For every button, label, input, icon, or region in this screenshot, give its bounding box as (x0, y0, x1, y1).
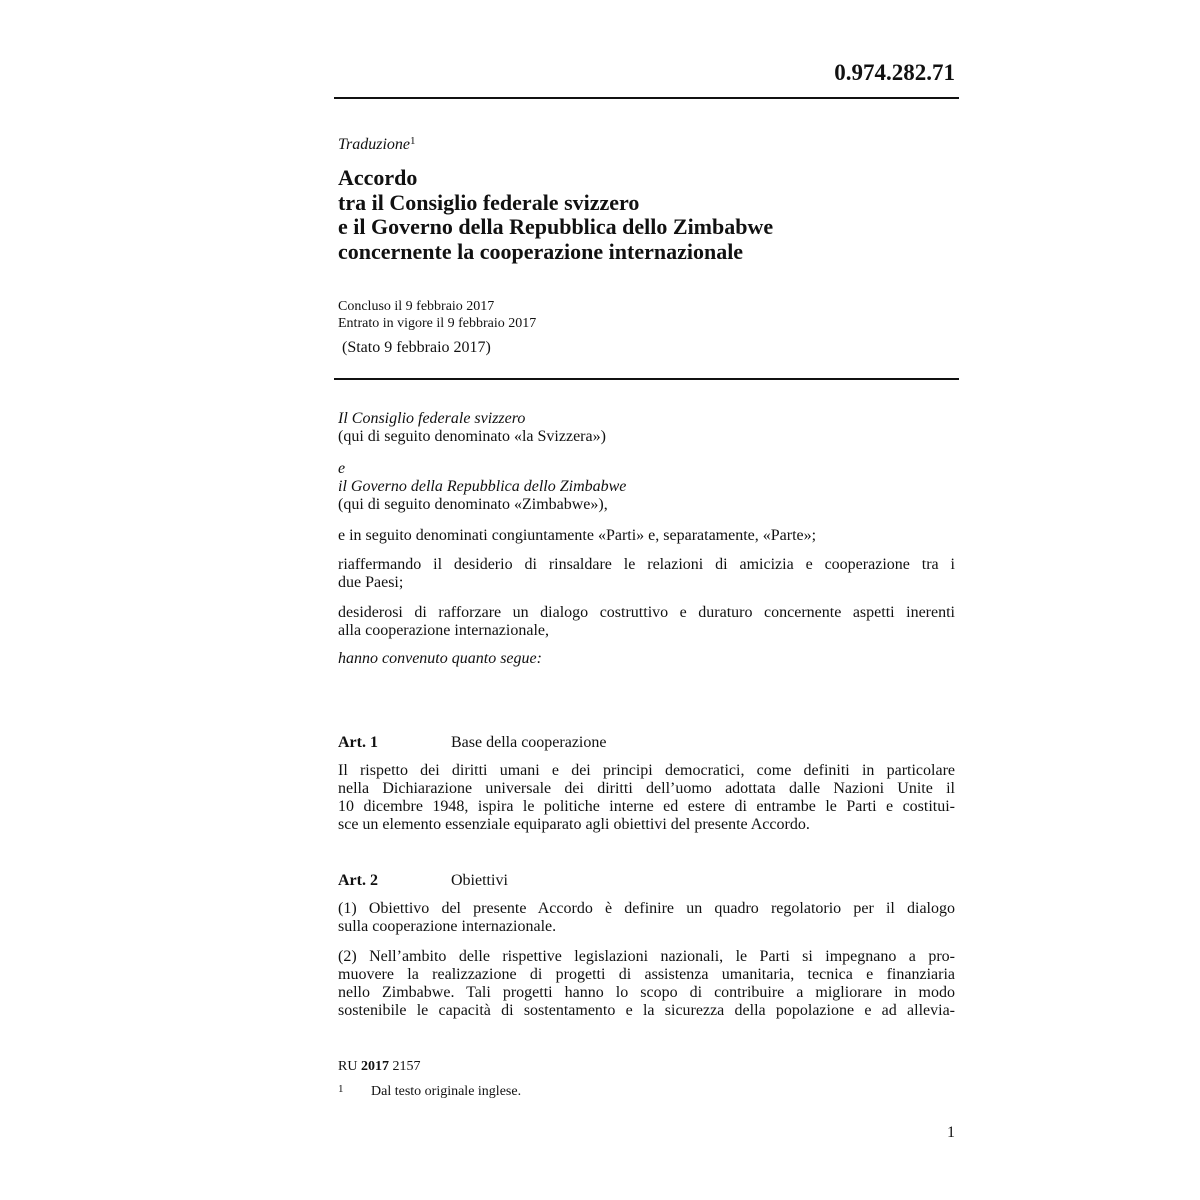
recital-line: desiderosi di rafforzare un dialogo costruttivo e duraturo concernente aspetti inerenti (338, 604, 955, 621)
party-1 (338, 410, 955, 446)
article-1-heading (338, 733, 955, 753)
document-number: 0.974.282.71 (834, 60, 955, 85)
agreed-clause: hanno convenuto quanto segue: (338, 650, 542, 667)
party-2-name: il Governo della Repubblica dello Zimbabwe (338, 478, 627, 495)
recital-1 (338, 556, 955, 592)
official-reference (338, 1058, 420, 1076)
translation-label-text: Traduzione (338, 136, 411, 153)
party-2 (338, 460, 955, 514)
header-rule (334, 97, 959, 99)
status-date (338, 338, 491, 358)
paragraph-line: (1) Obiettivo del presente Accordo è definire un quadro regolatorio per il dialogo (338, 900, 955, 917)
document-title (338, 166, 958, 264)
footnote-text: Dal testo originale inglese. (371, 1084, 522, 1099)
paragraph-line: 10 dicembre 1948, ispira le politiche interne ed estere di entrambe le Parti e costitui- (338, 798, 955, 815)
footnote (338, 1080, 521, 1101)
paragraph-line: nello Zimbabwe. Tali progetti hanno lo scopo di contribuire a migliorare in modo (338, 984, 955, 1001)
article-title: Obiettivi (451, 872, 508, 889)
party-1-name: Il Consiglio federale svizzero (338, 410, 526, 427)
title-line: concernente la cooperazione internazionale (338, 238, 744, 264)
title-line: Accordo (338, 165, 418, 190)
paragraph-line: (2) Nell’ambito delle rispettive legislazioni nazionali, le Parti si impegnano a pro- (338, 948, 955, 965)
article-2-paragraph-1 (338, 900, 955, 936)
paragraph-line: Il rispetto dei diritti umani e dei principi democratici, come definiti in particolare (338, 762, 955, 779)
paragraph-line: sulla cooperazione internazionale. (338, 918, 557, 935)
document-dates (338, 298, 536, 332)
party-1-alias: (qui di seguito denominato «la Svizzera») (338, 428, 606, 445)
status-date-text: (Stato 9 febbraio 2017) (342, 339, 491, 356)
ru-year: 2017 (360, 1059, 389, 1074)
article-2-heading (338, 871, 955, 891)
section-rule (334, 378, 959, 380)
title-line: tra il Consiglio federale svizzero (338, 189, 640, 215)
conjunction: e (338, 460, 346, 477)
translation-label (338, 130, 416, 156)
article-number: Art. 1 (338, 734, 378, 751)
article-2-paragraph-2 (338, 948, 955, 1020)
ru-prefix: RU (338, 1059, 358, 1074)
recital-line: alla cooperazione internazionale, (338, 622, 549, 639)
joint-naming: e in seguito denominati congiuntamente «Parti» e, separatamente, «Parte»; (338, 527, 817, 544)
ru-page: 2157 (392, 1059, 421, 1074)
recital-line: riaffermando il desiderio di rinsaldare le relazioni di amicizia e cooperazione tra i (338, 556, 955, 573)
footnote-number: 1 (338, 1083, 344, 1095)
footnote-ref[interactable]: 1 (410, 135, 416, 147)
paragraph-line: nella Dichiarazione universale dei diritti dell’uomo adottata dalle Nazioni Unite il (338, 780, 955, 797)
recital-2 (338, 604, 955, 640)
article-1-paragraph (338, 762, 955, 834)
paragraph-line: sce un elemento essenziale equiparato agli obiettivi del presente Accordo. (338, 816, 810, 833)
title-line: e il Governo della Repubblica dello Zimbabwe (338, 214, 774, 239)
in-force-date: Entrato in vigore il 9 febbraio 2017 (338, 316, 537, 331)
paragraph-line: muovere la realizzazione di progetti di assistenza umanitaria, tecnica e finanziaria (338, 966, 955, 983)
party-2-alias: (qui di seguito denominato «Zimbabwe»), (338, 496, 608, 513)
concluded-date: Concluso il 9 febbraio 2017 (338, 299, 495, 314)
recital-line: due Paesi; (338, 574, 404, 591)
paragraph-line: sostenibile le capacità di sostentamento e la sicurezza della popolazione e ad allevia- (338, 1002, 955, 1019)
article-title: Base della cooperazione (451, 734, 607, 751)
article-number: Art. 2 (338, 872, 378, 889)
page-number: 1 (947, 1124, 955, 1141)
